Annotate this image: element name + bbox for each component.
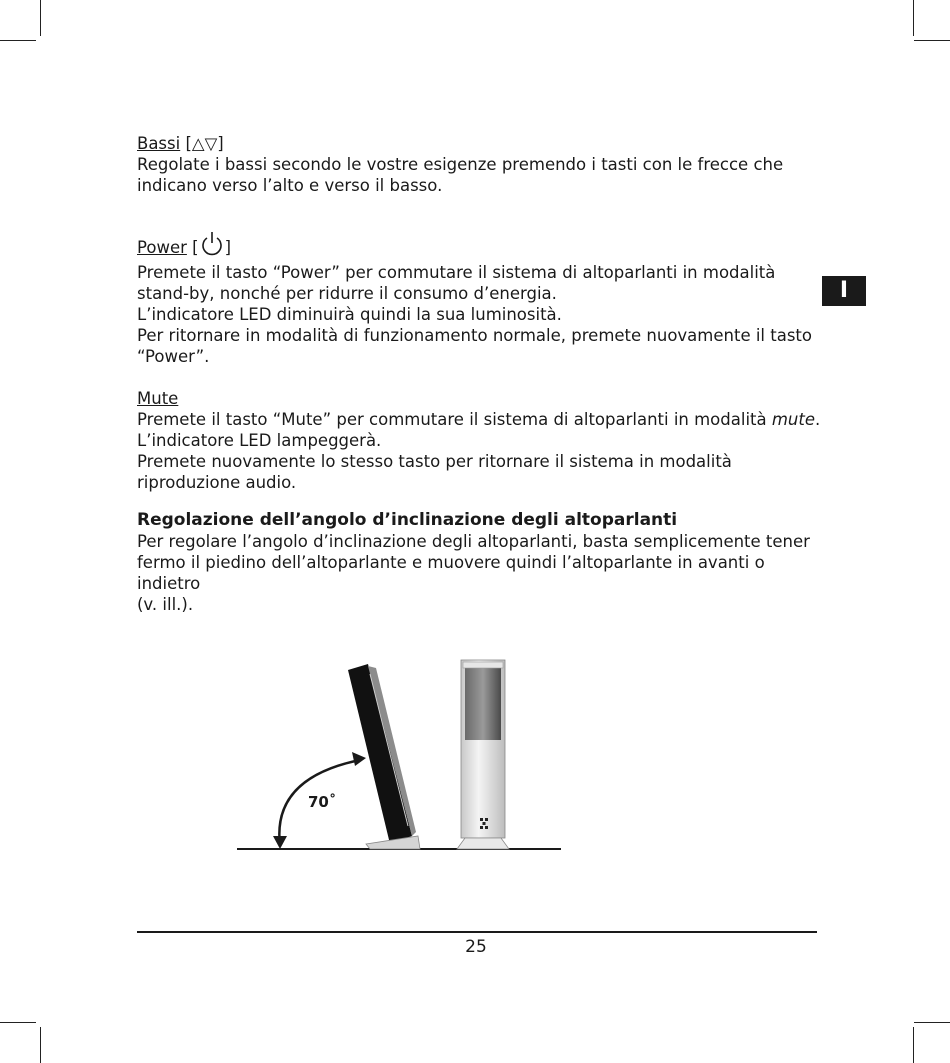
power-line: Premete il tasto “Power” per commutare il sistema di altoparlanti in modalità	[137, 263, 776, 282]
page-number: 25	[465, 937, 487, 957]
power-title: Power	[137, 238, 187, 257]
mute-heading	[137, 388, 827, 409]
bass-heading	[137, 133, 827, 154]
manual-body	[137, 133, 827, 615]
mute-line	[137, 409, 827, 430]
crop-mark	[913, 1027, 914, 1063]
power-line: Per ritornare in modalità di funzionamento normale, premete nuovamente il tasto	[137, 326, 812, 345]
mute-line-text: Premete il tasto “Mute” per commutare il sistema di altoparlanti in modalità	[137, 410, 772, 429]
mute-line-end: .	[815, 410, 821, 429]
power-bracket-close: ]	[224, 238, 232, 257]
tilt-heading: Regolazione dell’angolo d’inclinazione degli altoparlanti	[137, 510, 678, 530]
speaker-tilt-illustration	[230, 650, 570, 860]
mute-line: L’indicatore LED lampeggerà.	[137, 431, 382, 450]
mute-line: Premete nuovamente lo stesso tasto per ritornare il sistema in modalità	[137, 452, 732, 471]
bass-line: Regolate i bassi secondo le vostre esigenze premendo i tasti con le frecce che	[137, 155, 784, 174]
angle-label: 70˚	[308, 793, 337, 811]
crop-mark	[0, 1022, 36, 1023]
crop-mark	[40, 0, 41, 36]
crop-mark	[0, 40, 36, 41]
crop-mark	[40, 1027, 41, 1063]
tilt-line: (v. ill.).	[137, 595, 194, 614]
power-line: L’indicatore LED diminuirà quindi la sua luminosità.	[137, 305, 562, 324]
tilt-line: fermo il piedino dell’altoparlante e muovere quindi l’altoparlante in avanti o indietro	[137, 553, 765, 593]
crop-mark	[914, 40, 950, 41]
bass-line: indicano verso l’alto e verso il basso.	[137, 176, 443, 195]
power-line: stand-by, nonché per ridurre il consumo d’energia.	[137, 284, 557, 303]
tilt-line: Per regolare l’angolo d’inclinazione degli altoparlanti, basta semplicemente tener	[137, 532, 810, 551]
bass-title: Bassi	[137, 134, 181, 153]
power-bracket-open: [	[192, 238, 199, 257]
mute-line: riproduzione audio.	[137, 473, 297, 492]
crop-mark	[913, 0, 914, 36]
crop-mark	[914, 1022, 950, 1023]
power-heading	[137, 231, 827, 262]
mute-emphasis: mute	[771, 410, 816, 429]
language-tab: I	[822, 276, 866, 306]
bass-arrows-icon: [△▽]	[185, 134, 224, 153]
power-line: “Power”.	[137, 347, 210, 366]
mute-title: Mute	[137, 389, 179, 408]
footer-rule	[137, 931, 817, 933]
power-icon	[200, 231, 224, 262]
upright-speaker	[457, 660, 509, 849]
